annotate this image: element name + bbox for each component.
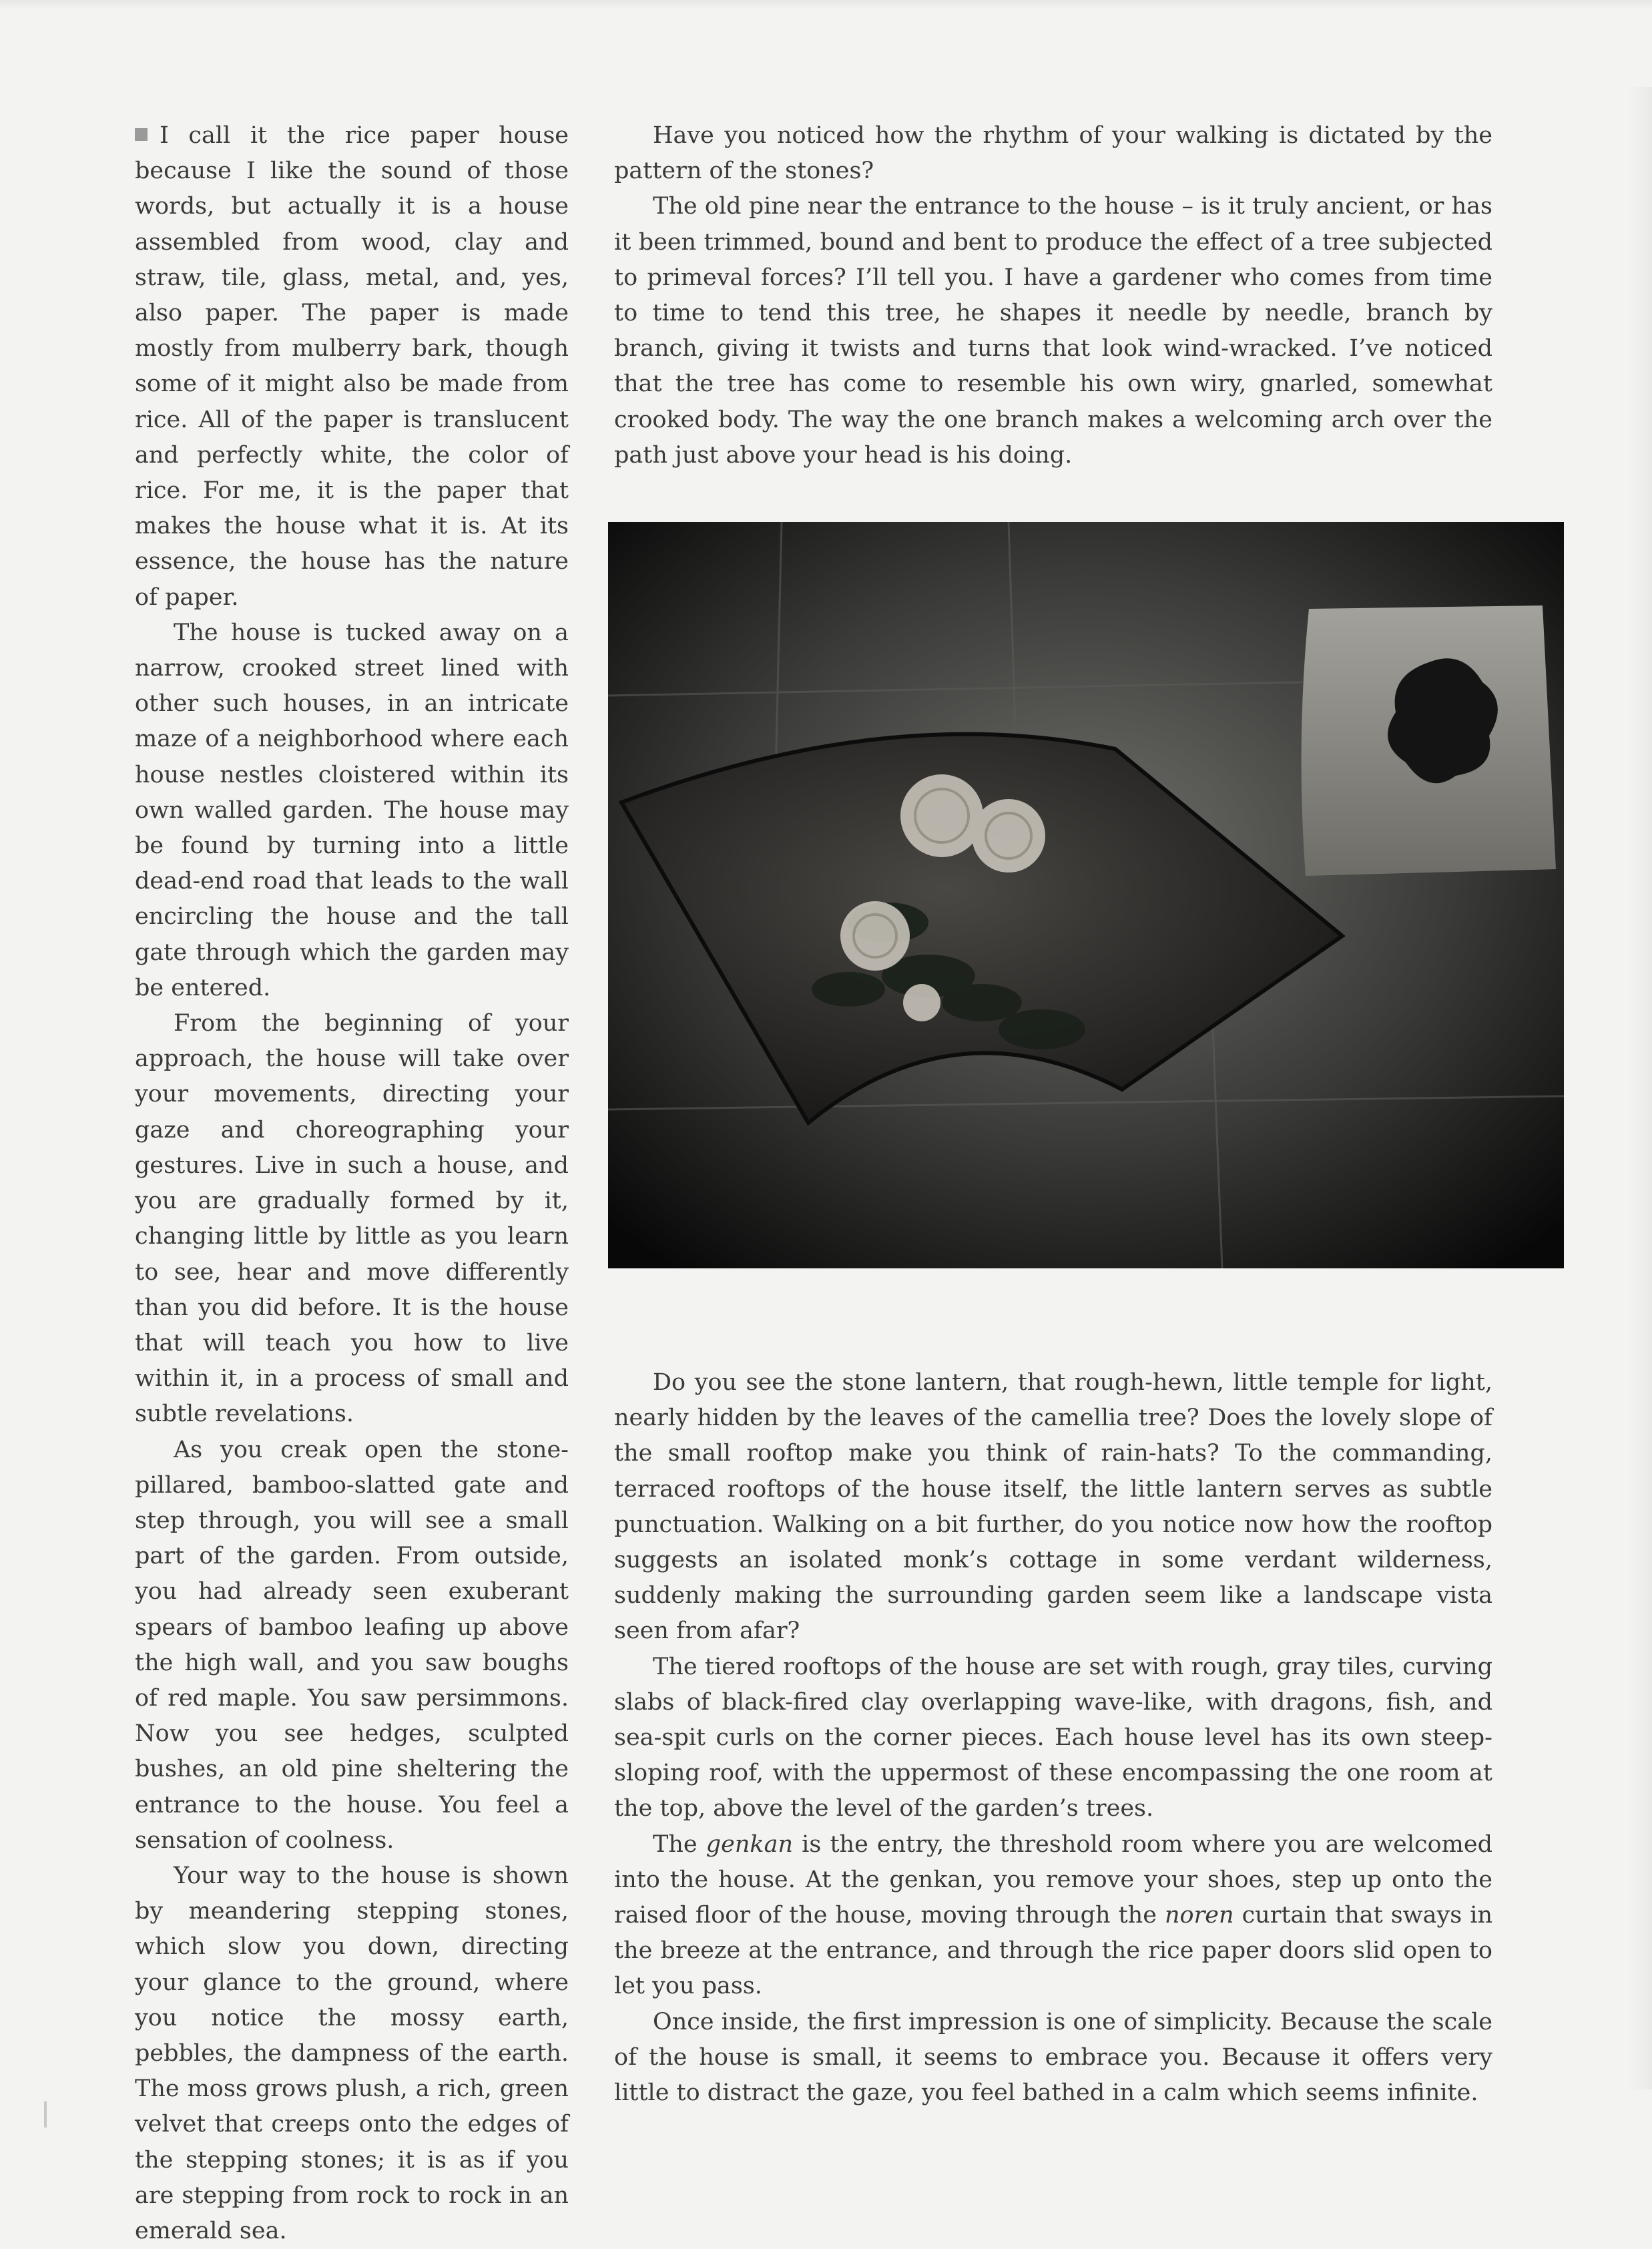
- paragraph: Once inside, the first impression is one of simplicity. Because the scale of the house is small, it seems to embrace you. Because it offers very little to distract the gaze, you feel bathed in a calm which seems infinite.: [614, 2008, 1492, 2107]
- paragraph: [135, 118, 569, 615]
- right-column-bottom: [614, 1365, 1492, 2111]
- right-column-top: [614, 118, 1492, 473]
- paragraph: The tiered rooftops of the house are set with rough, gray tiles, curving slabs of black-fired clay overlapping wave-like, with dragons, fish, and sea-spit curls on the corner pieces. Each house level has its own steep-sloping roof, with the uppermost of these encompassing the one room at the top, above the level of the garden’s trees.: [614, 1653, 1492, 1822]
- paragraph: Have you noticed how the rhythm of your walking is dictated by the pattern of the stones?: [614, 122, 1492, 185]
- paragraph: Do you see the stone lantern, that rough-hewn, little temple for light, nearly hidden by the leaves of the camellia tree? Does the lovely slope of the small rooftop make you think of rain-hats? To the commanding, terraced rooftops of the house itself, the little lantern serves as subtle punctuation. Walking on a bit further, do you notice now how the rooftop suggests an isolated monk’s cottage in some verdant wilderness, suddenly making the surrounding garden seem like a landscape vista seen from afar?: [614, 1369, 1492, 1645]
- paragraph: The house is tucked away on a narrow, crooked street lined with other such houses, in an intricate maze of a neighborhood where each house nestles cloistered within its own walled garden. The house may be found by turning into a little dead-end road that leads to the wall encircling the house and the tall gate through which the garden may be entered.: [135, 619, 569, 1001]
- scan-edge-right: [1629, 87, 1652, 2089]
- term-noren: noren: [1164, 1902, 1234, 1929]
- fan-painting-photo-icon: [608, 522, 1564, 1268]
- fan-painting-photo: [608, 522, 1564, 1268]
- paragraph-text: I call it the rice paper house because I like the sound of those words, but actually it is a house assembled from wood, clay and straw, tile, glass, metal, and, yes, also paper. The paper is made mostly from mulberry bark, though some of it might also be made from rice. All of the paper is translucent and perfectly white, the color of rice. For me, it is the paper that makes the house what it is. At its essence, the house has the nature of paper.: [135, 122, 569, 611]
- left-column: [135, 118, 569, 2249]
- paragraph: As you creak open the stone-pillared, bamboo-slatted gate and step through, you will see a small part of the garden. From outside, you had already seen exuberant spears of bamboo leafing up above the high wall, and you saw boughs of red maple. You saw persimmons. Now you see hedges, sculpted bushes, an old pine sheltering the entrance to the house. You feel a sensation of coolness.: [135, 1436, 569, 1854]
- paragraph-text: is the entry, the threshold room where you are welcomed into the house. At the genkan, you remove your shoes, step up onto the raised floor of the house, moving through the: [614, 1830, 1492, 1929]
- scan-edge-left: [44, 2101, 47, 2128]
- paragraph: The old pine near the entrance to the house – is it truly ancient, or has it been trimmed, bound and bent to produce the effect of a tree subjected to primeval forces? I’ll tell you. I have a gardener who comes from time to time to tend this tree, he shapes it needle by needle, branch by branch, giving it twists and turns that look wind-wracked. I’ve noticed that the tree has come to resemble his own wiry, gnarled, somewhat crooked body. The way the one branch makes a welcoming arch over the path just above your head is his doing.: [614, 193, 1492, 469]
- paragraph: From the beginning of your approach, the house will take over your movements, directing your gaze and choreographing your gestures. Live in such a house, and you are gradually formed by it, changing little by little as you learn to see, hear and move differently than you did before. It is the house that will teach you how to live within it, in a process of small and subtle revelations.: [135, 1010, 569, 1428]
- paragraph: [614, 1827, 1492, 2005]
- section-marker-icon: [135, 128, 148, 141]
- term-genkan: genkan: [706, 1830, 794, 1858]
- paragraph-text: curtain that sways in the breeze at the entrance, and through the rice paper doors slid open to let you pass.: [614, 1902, 1492, 2000]
- scan-edge-top: [0, 0, 1652, 9]
- paragraph: Your way to the house is shown by meandering stepping stones, which slow you down, directing your glance to the ground, where you notice the mossy earth, pebbles, the dampness of the earth. The moss grows plush, a rich, green velvet that creeps onto the edges of the stepping stones; it is as if you are stepping from rock to rock in an emerald sea.: [135, 1862, 569, 2244]
- paragraph-text: The: [653, 1830, 706, 1858]
